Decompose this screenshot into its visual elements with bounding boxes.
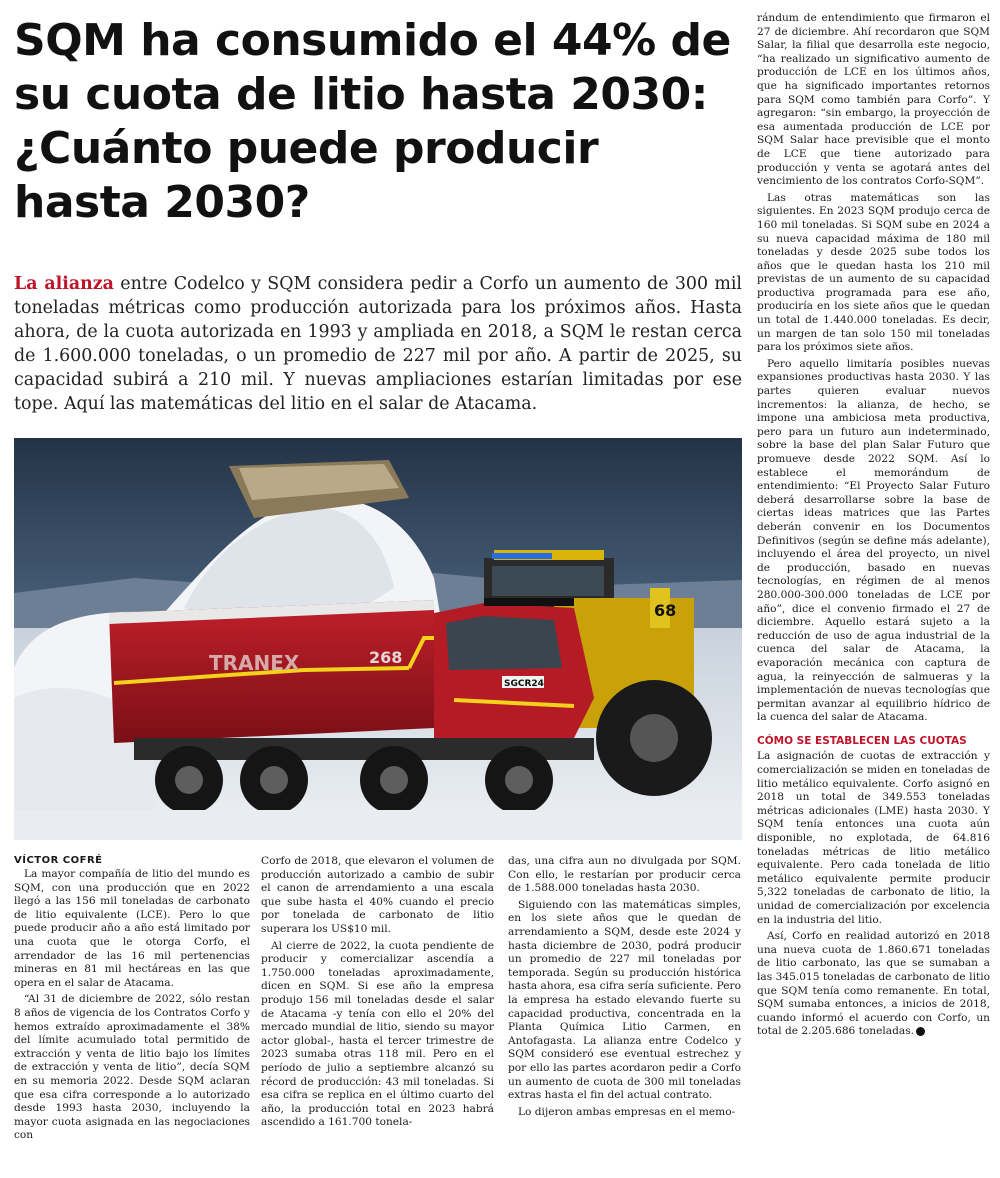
body-paragraph: Pero aquello limitaría posibles nuevas expansiones productivas hasta 2030. Y las partes quieren evaluar nuevos incrementos: la alianza, de hecho, se impone una ambiciosa meta productiva, pero para un futuro aun indeterminado, sobre la base del plan Salar Futuro que promueve desde 2022 SQM. Así lo establece el memorándum de entendimiento: “El Proyecto Salar Futuro deberá desarrollarse sobre la base de ciertas ideas matrices que las Partes deberán convenir en los Documentos Definitivos (según se define más adelante), incluyendo el área del proyecto, un nivel de producción, basado en nuevas tecnologías, en régimen de al menos 280.000-300.000 toneladas de LCE por año”, dice el convenio firmado el 27 de diciembre. Aquello estará sujeto a la reducción de uso de agua industrial de la cuenca del salar de Atacama, la evaporación mecánica con captura de agua, la reinyección de salmueras y la implementación de nuevas tecnologías que permitan avanzar al equilibrio hídrico de la cuenca del salar de Atacama.: [757, 357, 990, 724]
body-paragraph: Siguiendo con las matemáticas simples, en los siete años que le quedan de arrendamiento a SQM, desde este 2024 y hasta diciembre de 2030, podrá producir un promedio de 227 mil toneladas por temporada. Según su producción histórica hasta ahora, esa cifra sería suficiente. Pero la empresa ha estado elevando fuerte su capacidad productiva, concentrada en la Planta Química Litio Carmen, en Antofagasta. La alianza entre Codelco y SQM consideró ese eventual estrechez y por ello las partes acordaron pedir a Corfo un aumento de cuota de 300 mil toneladas extras hasta el fin del actual contrato.: [508, 898, 741, 1102]
body-paragraph: Al cierre de 2022, la cuota pendiente de producir y comercializar ascendía a 1.750.000 toneladas aproximadamente, dicen en SQM. Si ese año la empresa produjo 156 mil toneladas desde el salar de Atacama -y tenía con ello el 20% del mercado mundial de litio, siendo su mayor actor global-, hasta el tercer trimestre de 2023 sumaba otras 118 mil. Pero en el período de julio a septiembre alcanzó su récord de producción: 43 mil toneladas. Si esa cifra se replica en el último cuarto del año, la producción total en 2023 habrá ascendido a 161.700 tonela-: [261, 939, 494, 1129]
headline: SQM ha consumido el 44% de su cuota de litio hasta 2030: ¿Cuánto puede producir hasta 2030?: [14, 15, 731, 228]
body-paragraph: Corfo de 2018, que elevaron el volumen de producción autorizado a cambio de subir el canon de arrendamiento a una escala que sube hasta el 40% cuando el precio por tonelada de carbonato de litio superara los US$10 mil.: [261, 855, 494, 935]
truck-number: 268: [369, 648, 403, 667]
byline: VÍCTOR COFRÉ: [14, 855, 103, 866]
lead-paragraph: [14, 272, 742, 416]
loader-number: 68: [654, 601, 677, 620]
end-mark-icon: [916, 1027, 925, 1036]
truck-brand: TRANEX: [209, 651, 300, 675]
body-paragraph: Lo dijeron ambas empresas en el memo-: [518, 1105, 736, 1118]
body-paragraph: La mayor compañía de litio del mundo es SQM, con una producción que en 2022 llegó a las 156 mil toneladas de carbonato de litio equivalente (LCE). Pero lo que puede producir año a año está limitado por una cuota que le otorga Corfo, el arrendador de las 16 mil pertenencias mineras en 81 mil hectáreas en las que opera en el salar de Atacama.: [14, 868, 250, 989]
body-paragraph: “Al 31 de diciembre de 2022, sólo restan 8 años de vigencia de los Contratos Corfo y hemos extraído aproximadamente el 38% del límite acumulado total permitido de extracción y venta de litio bajo los límites de extracción y venta de litio”, decía SQM en su memoria 2022. Desde SQM aclaran que esa cifra corresponde a lo autorizado desde 1993 hasta 2030, incluyendo la mayor cuota asignada en las negociaciones con: [14, 993, 250, 1142]
body-paragraph: [757, 930, 990, 1039]
article-photo: [14, 438, 742, 840]
column-4: [757, 12, 990, 1042]
section-subhead: CÓMO SE ESTABLECEN LAS CUOTAS: [757, 734, 967, 747]
lead-kicker: La alianza: [14, 274, 114, 294]
body-paragraph: La asignación de cuotas de extracción y comercialización se miden en toneladas de litio metálico equivalente. Corfo asignó en 2018 un total de 349.553 toneladas métricas adicionales (LME) hasta 2030. Y SQM tenía entonces una cuota aún disponible, no explotada, de 64.816 toneladas métricas de litio metálico equivalente. Pero cada tonelada de litio metálico equivalente permite producir 5,322 toneladas de carbonato de litio, la unidad de comercialización por excelencia en la industria del litio.: [757, 750, 990, 926]
truck-plate: SGCR24: [504, 679, 544, 689]
body-paragraph-text: Así, Corfo en realidad autorizó en 2018 una nueva cuota de 1.860.671 toneladas de litio carbonato, las que se sumaban a las 345.015 toneladas de carbonato de litio que SQM tenía como remanente. En total, SQM sumaba entonces, a inicios de 2018, cuando informó el acuerdo con Corfo, un total de 2.205.686 toneladas.: [757, 930, 990, 1038]
body-paragraph: das, una cifra aun no divulgada por SQM. Con ello, le restarían por producir cerca de 1.588.000 toneladas hasta 2030.: [508, 855, 741, 895]
body-paragraph: rándum de entendimiento que firmaron el 27 de diciembre. Ahí recordaron que SQM Salar, la filial que desarrolla este negocio, “ha realizado un significativo aumento de producción de LCE en los últimos años, que ha significado importantes retornos para SQM como también para Corfo”. Y agregaron: “sin embargo, la proyección de esa aumentada producción de LCE por SQM Salar hace previsible que el monto de LCE que tiene autorizado para producción y venta se agotará antes del vencimiento de los contratos Corfo-SQM”.: [757, 12, 990, 188]
column-1: [14, 868, 250, 1146]
column-2: [261, 855, 494, 1133]
lead-text: entre Codelco y SQM considera pedir a Corfo un aumento de 300 mil toneladas métricas como producción autorizada para los próximos años. Hasta ahora, de la cuota autorizada en 1993 y ampliada en 2018, a SQM le restan cerca de 1.600.000 toneladas, o un promedio de 227 mil por año. A partir de 2025, su capacidad subirá a 210 mil. Y nuevas ampliaciones estarían limitadas por ese tope. Aquí las matemáticas del litio en el salar de Atacama.: [14, 274, 742, 414]
column-3: [508, 855, 741, 1122]
body-paragraph: Las otras matemáticas son las siguientes. En 2023 SQM produjo cerca de 160 mil toneladas. Si SQM sube en 2024 a su nueva capacidad máxima de 180 mil toneladas y desde 2025 sube todos los años que le quedan hasta los 210 mil previstas de un aumento de su capacidad productiva programada para ese año, produciría en los siete años que le quedan un total de 1.440.000 toneladas. Es decir, un margen de tan solo 150 mil toneladas para los próximos siete años.: [757, 191, 990, 354]
